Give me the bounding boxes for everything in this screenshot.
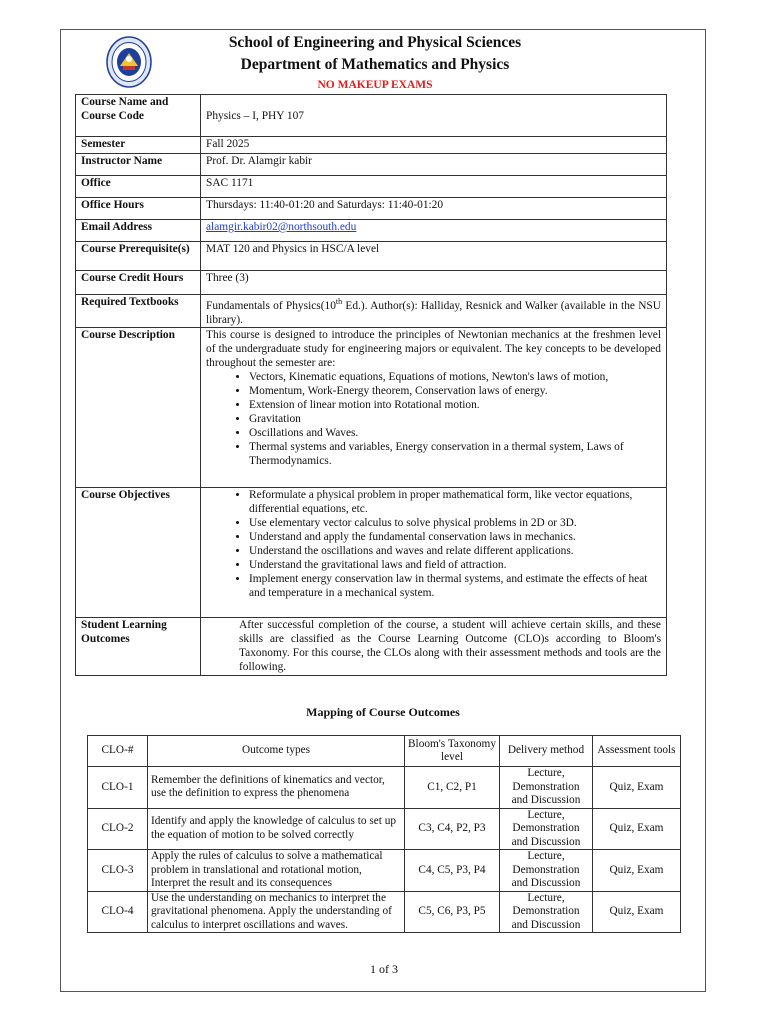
instructor-value: Prof. Dr. Alamgir kabir — [201, 154, 667, 176]
office-hours-label: Office Hours — [76, 198, 201, 220]
semester-value: Fall 2025 — [201, 137, 667, 154]
table-row — [76, 95, 667, 137]
table-header-row — [88, 736, 681, 767]
office-label: Office — [76, 176, 201, 198]
department-title: Department of Mathematics and Physics — [240, 56, 510, 73]
description-label: Course Description — [76, 327, 201, 487]
table-row — [76, 295, 667, 328]
objectives-label: Course Objectives — [76, 487, 201, 617]
column-header: Delivery method — [500, 736, 593, 767]
course-name-label: Course Name and Course Code — [76, 95, 201, 137]
column-header: Bloom's Taxonomy level — [405, 736, 500, 767]
column-header: CLO-# — [88, 736, 148, 767]
clo-id: CLO-4 — [88, 891, 148, 933]
assessment-tools: Quiz, Exam — [593, 891, 681, 933]
clo-id: CLO-2 — [88, 808, 148, 850]
bloom-level: C5, C6, P3, P5 — [405, 891, 500, 933]
outcome-type: Remember the definitions of kinematics and vector, use the definition to express the phenomena — [148, 767, 405, 809]
office-value: SAC 1171 — [201, 176, 667, 198]
assessment-tools: Quiz, Exam — [593, 767, 681, 809]
table-row — [76, 327, 667, 487]
list-item: • Understand the oscillations and waves and relate different applications. — [249, 544, 661, 558]
objectives-value — [201, 487, 667, 617]
outcome-type: Identify and apply the knowledge of calculus to set up the equation of motion to be solved correctly — [148, 808, 405, 850]
list-item: • Use elementary vector calculus to solve physical problems in 2D or 3D. — [249, 516, 661, 530]
list-item: • Understand the gravitational laws and field of attraction. — [249, 558, 661, 572]
description-value — [201, 327, 667, 487]
list-item: • Extension of linear motion into Rotational motion. — [249, 398, 661, 412]
assessment-tools: Quiz, Exam — [593, 850, 681, 892]
mapping-title: Mapping of Course Outcomes — [306, 705, 460, 719]
column-header: Assessment tools — [593, 736, 681, 767]
table-row — [76, 198, 667, 220]
objectives-list — [206, 488, 661, 600]
school-title: School of Engineering and Physical Sciences — [228, 34, 522, 51]
table-row — [76, 617, 667, 675]
slo-value: After successful completion of the course, a student will achieve certain skills, and these skills are classified as the Course Learning Outcome (CLO)s according to Bloom's Taxonomy. For this course, the CLOs along with their assessment methods and tools are the following. — [201, 617, 667, 675]
list-item: • Implement energy conservation law in thermal systems, and estimate the effects of heat and temperature in a mechanical system. — [249, 572, 661, 600]
email-label: Email Address — [76, 220, 201, 242]
credit-hours-value: Three (3) — [201, 271, 667, 295]
column-header: Outcome types — [148, 736, 405, 767]
list-item: • Vectors, Kinematic equations, Equations of motions, Newton's laws of motion, — [249, 370, 661, 384]
table-row — [76, 137, 667, 154]
clo-id: CLO-1 — [88, 767, 148, 809]
page-number: 1 of 3 — [370, 962, 398, 976]
delivery-method: Lecture, Demonstration and Discussion — [500, 808, 593, 850]
bloom-level: C1, C2, P1 — [405, 767, 500, 809]
delivery-method: Lecture, Demonstration and Discussion — [500, 850, 593, 892]
bloom-level: C3, C4, P2, P3 — [405, 808, 500, 850]
list-item: • Understand and apply the fundamental conservation laws in mechanics. — [249, 530, 661, 544]
list-item: • Thermal systems and variables, Energy conservation in a thermal system, Laws of Thermodynamics. — [249, 440, 661, 468]
list-item: • Reformulate a physical problem in proper mathematical form, like vector equations, differential equations, etc. — [249, 488, 661, 516]
table-row — [76, 176, 667, 198]
semester-label: Semester — [76, 137, 201, 154]
slo-label: Student Learning Outcomes — [76, 617, 201, 675]
table-row — [76, 271, 667, 295]
university-seal-icon — [106, 36, 152, 88]
table-row — [76, 487, 667, 617]
table-row — [76, 220, 667, 242]
textbooks-label: Required Textbooks — [76, 295, 201, 328]
textbooks-value: Fundamentals of Physics(10th Ed.). Author(s): Halliday, Resnick and Walker (available in the NSU library). — [201, 295, 667, 328]
list-item: • Oscillations and Waves. — [249, 426, 661, 440]
list-item: • Gravitation — [249, 412, 661, 426]
assessment-tools: Quiz, Exam — [593, 808, 681, 850]
description-intro: This course is designed to introduce the principles of Newtonian mechanics at the freshmen level of the undergraduate study for engineering majors or equivalent. The key concepts to be developed throughout the semester are: — [206, 328, 661, 369]
no-makeup-notice: NO MAKEUP EXAMS — [317, 79, 433, 91]
bloom-level: C4, C5, P3, P4 — [405, 850, 500, 892]
course-name-value: Physics – I, PHY 107 — [201, 95, 667, 137]
table-row — [88, 767, 681, 809]
table-row — [88, 850, 681, 892]
prerequisite-label: Course Prerequisite(s) — [76, 242, 201, 271]
credit-hours-label: Course Credit Hours — [76, 271, 201, 295]
email-link[interactable]: alamgir.kabir02@northsouth.edu — [206, 221, 357, 233]
outcome-type: Apply the rules of calculus to solve a mathematical problem in translational and rotational motion, Interpret the result and its consequences — [148, 850, 405, 892]
office-hours-value: Thursdays: 11:40-01:20 and Saturdays: 11:40-01:20 — [201, 198, 667, 220]
delivery-method: Lecture, Demonstration and Discussion — [500, 891, 593, 933]
description-list — [206, 370, 661, 468]
delivery-method: Lecture, Demonstration and Discussion — [500, 767, 593, 809]
clo-id: CLO-3 — [88, 850, 148, 892]
table-row — [76, 154, 667, 176]
prerequisite-value: MAT 120 and Physics in HSC/A level — [201, 242, 667, 271]
table-row — [88, 808, 681, 850]
table-row — [76, 242, 667, 271]
outcome-type: Use the understanding on mechanics to interpret the gravitational phenomena. Apply the understanding of calculus to interpret oscillations and waves. — [148, 891, 405, 933]
instructor-label: Instructor Name — [76, 154, 201, 176]
list-item: • Momentum, Work-Energy theorem, Conservation laws of energy. — [249, 384, 661, 398]
clo-mapping-table — [87, 735, 681, 933]
course-info-table — [75, 94, 667, 676]
table-row — [88, 891, 681, 933]
